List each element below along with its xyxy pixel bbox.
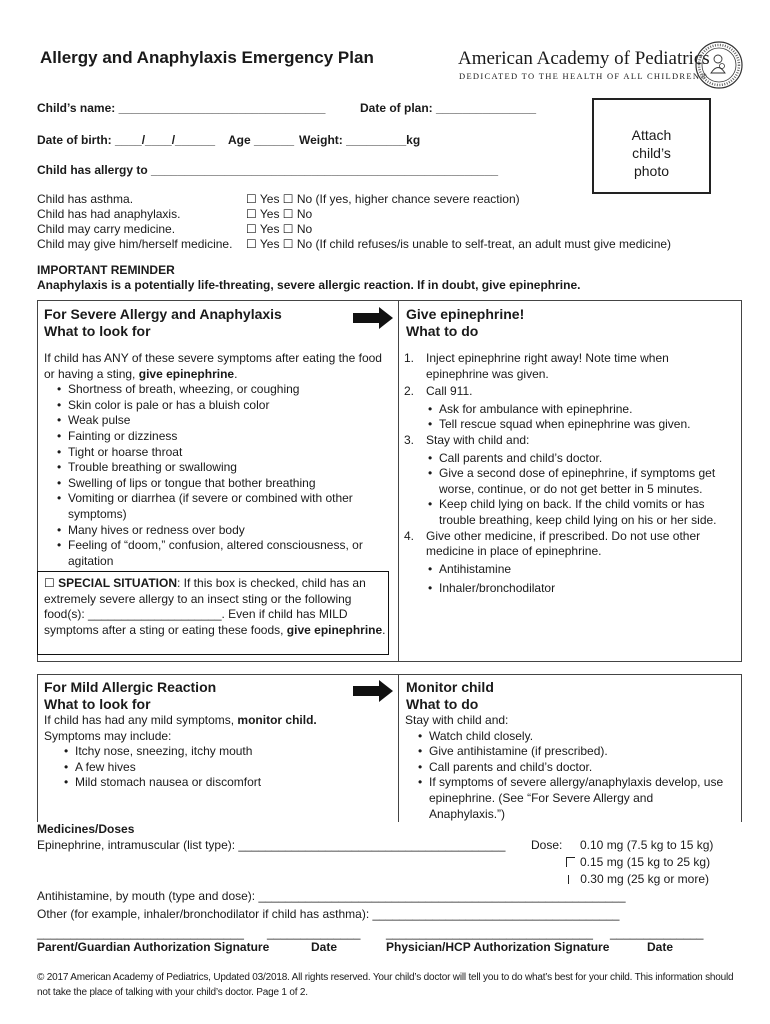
answer-self-medicine[interactable]: ☐ Yes ☐ No (If child refuses/is unable to self-treat, an adult must give medicine) [246,237,672,251]
mild-right-title-2: What to do [406,696,479,712]
allergy-to-field[interactable]: Child has allergy to ____________________________________________________ [37,163,499,177]
parent-signature-label: Parent/Guardian Authorization Signature [37,940,270,954]
footer-copyright: © 2017 American Academy of Pediatrics, Updated 03/2018. All rights reserved. Your child’s doctor will tell you to do what’s best for your child. This information should not take the place of talking with your child’s doctor. Page 1 of 2. [37,972,734,998]
list-item: • Shortness of breath, wheezing, or coughing [57,382,384,398]
mild-divider [398,674,399,822]
mild-left-title-2: What to look for [44,696,151,712]
severe-left-title-2: What to look for [44,323,151,339]
severe-divider [398,300,399,662]
arrow-right-icon [353,680,393,702]
reminder-text: Anaphylaxis is a potentially life-threating, severe allergic reaction. If in doubt, give epinephrine. [37,278,581,292]
special-situation-box: ☐ SPECIAL SITUATION: If this box is checked, child has an extremely severe allergy to an insect sting or the following food(s): ____________________. Even if child has MILD symptoms after a sting or eating these foods, give epinephrine. [37,571,389,655]
severe-right-title-1: Give epinephrine! [406,306,525,322]
question-carry-medicine: Child may carry medicine. [37,222,176,236]
dose-checkbox-2[interactable] [566,857,575,867]
other-medicine-field[interactable]: Other (for example, inhaler/bronchodilator if child has asthma): _____________________________________ [37,907,620,921]
physician-signature-line[interactable]: _______________________________ [386,926,593,940]
list-item: • Inhaler/bronchodilator [428,579,722,598]
list-item: • Itchy nose, sneezing, itchy mouth [64,744,384,760]
answer-carry-medicine[interactable]: ☐ Yes ☐ No [246,222,313,236]
date-of-birth-field[interactable]: Date of birth: ____/____/______ [37,133,216,147]
list-item: • Call parents and child’s doctor. [418,760,725,776]
answer-asthma[interactable]: ☐ Yes ☐ No (If yes, higher chance severe reaction) [246,192,520,206]
severe-left-title [44,306,282,340]
mild-right-title [406,679,494,713]
mild-intro-2: Symptoms may include: [44,728,172,743]
step-3: 3. Stay with child and: [404,432,530,447]
dose-option-1: 0.10 mg (7.5 kg to 15 kg) [580,838,714,852]
list-item: • Give a second dose of epinephrine, if symptoms get worse, continue, or do not get better in 5 minutes. [428,466,722,497]
dose-label: Dose: [531,838,563,852]
age-field[interactable]: Age ______ [228,133,295,147]
org-name: American Academy of Pediatrics [458,48,710,69]
dose-option-3: 0.30 mg (25 kg or more) [566,872,709,886]
antihistamine-field[interactable]: Antihistamine, by mouth (type and dose): _______________________________________________________ [37,889,626,903]
photo-label [594,126,709,180]
mild-left-title-1: For Mild Allergic Reaction [44,679,217,695]
epinephrine-field[interactable]: Epinephrine, intramuscular (list type): ________________________________________ [37,838,506,852]
photo-box [592,98,711,194]
photo-label-text: Attach child’s photo [631,127,672,179]
severe-symptom-list [57,382,384,569]
list-item: • Skin color is pale or has a bluish color [57,398,384,414]
list-item: • Keep child lying on back. If the child vomits or has trouble breathing, keep child lying on his or her side. [428,497,722,528]
severe-right-title [406,306,524,340]
physician-date-label: Date [647,940,674,954]
child-name-field[interactable]: Child’s name: _______________________________ [37,101,326,115]
mild-left-title [44,679,216,713]
special-situation-label: SPECIAL SITUATION [58,576,178,590]
step-4: 4. Give other medicine, if prescribed. Do not use other medicine in place of epinephrine. [404,528,701,559]
list-item: • Tight or hoarse throat [57,445,384,461]
severe-left-title-1: For Severe Allergy and Anaphylaxis [44,306,282,322]
step-2: 2. Call 911. [404,384,473,399]
special-situation-text: : If this box is checked, child has an extremely severe allergy to an insect sting or the following food(s): ____________________. Even if child has MILD symptoms after a sting or eating these foods, [44,576,366,637]
aap-seal-icon [694,40,744,90]
mild-symptoms-block [44,713,384,791]
physician-date-line[interactable]: ______________ [610,926,704,940]
list-item: • Swelling of lips or tongue that bother breathing [57,476,384,492]
date-of-plan-field[interactable]: Date of plan: _______________ [360,101,537,115]
list-item: • Mild stomach nausea or discomfort [64,775,384,791]
list-item: • Trouble breathing or swallowing [57,460,384,476]
parent-date-line[interactable]: ______________ [267,926,361,940]
medicines-title: Medicines/Doses [37,822,135,836]
list-item: • Feeling of “doom,” confusion, altered consciousness, or agitation [57,538,384,569]
list-item: • Fainting or dizziness [57,429,384,445]
answer-anaphylaxis[interactable]: ☐ Yes ☐ No [246,207,313,221]
physician-signature-label: Physician/HCP Authorization Signature [386,940,610,954]
list-item: • Weak pulse [57,413,384,429]
arrow-right-icon [353,307,393,329]
list-item: • A few hives [64,760,384,776]
list-item: • Many hives or redness over body [57,523,384,539]
list-item: • Vomiting or diarrhea (if severe or combined with other symptoms) [57,491,384,522]
severe-steps-block [404,351,722,598]
parent-date-label: Date [311,940,338,954]
step-1: 1. Inject epinephrine right away! Note time when epinephrine was given. [404,351,669,381]
weight-field[interactable]: Weight: _________kg [299,133,421,147]
mild-right-intro: Stay with child and: [405,713,509,727]
reminder-title: IMPORTANT REMINDER [37,263,175,277]
dose-checkbox-3[interactable] [568,875,569,884]
severe-right-title-2: What to do [406,323,479,339]
list-item: • If symptoms of severe allergy/anaphylaxis develop, use epinephrine. (See “For Severe Allergy and Anaphylaxis.”) [418,775,725,822]
dose-option-2: 0.15 mg (15 kg to 25 kg) [566,855,710,869]
question-asthma: Child has asthma. [37,192,134,206]
list-item: • Ask for ambulance with epinephrine. [428,402,722,418]
mild-intro: If child has had any mild symptoms, monitor child. [44,713,317,727]
list-item: • Call parents and child’s doctor. [428,451,722,467]
severe-symptoms-block [44,351,384,569]
parent-signature-line[interactable]: _______________________________ [37,926,244,940]
list-item: • Give antihistamine (if prescribed). [418,744,725,760]
severe-intro: If child has ANY of these severe symptoms after eating the food or having a sting, give epinephrine. [44,351,382,381]
mild-actions-block [405,713,725,822]
list-item: • Antihistamine [428,560,722,579]
list-item: • Watch child closely. [418,729,725,745]
page-title: Allergy and Anaphylaxis Emergency Plan [40,48,374,67]
question-self-medicine: Child may give him/herself medicine. [37,237,233,251]
list-item: • Tell rescue squad when epinephrine was given. [428,417,722,433]
org-tagline: DEDICATED TO THE HEALTH OF ALL CHILDREN® [459,71,709,81]
special-situation-checkbox[interactable]: ☐ [44,576,55,590]
mild-right-title-1: Monitor child [406,679,494,695]
question-anaphylaxis: Child has had anaphylaxis. [37,207,181,221]
